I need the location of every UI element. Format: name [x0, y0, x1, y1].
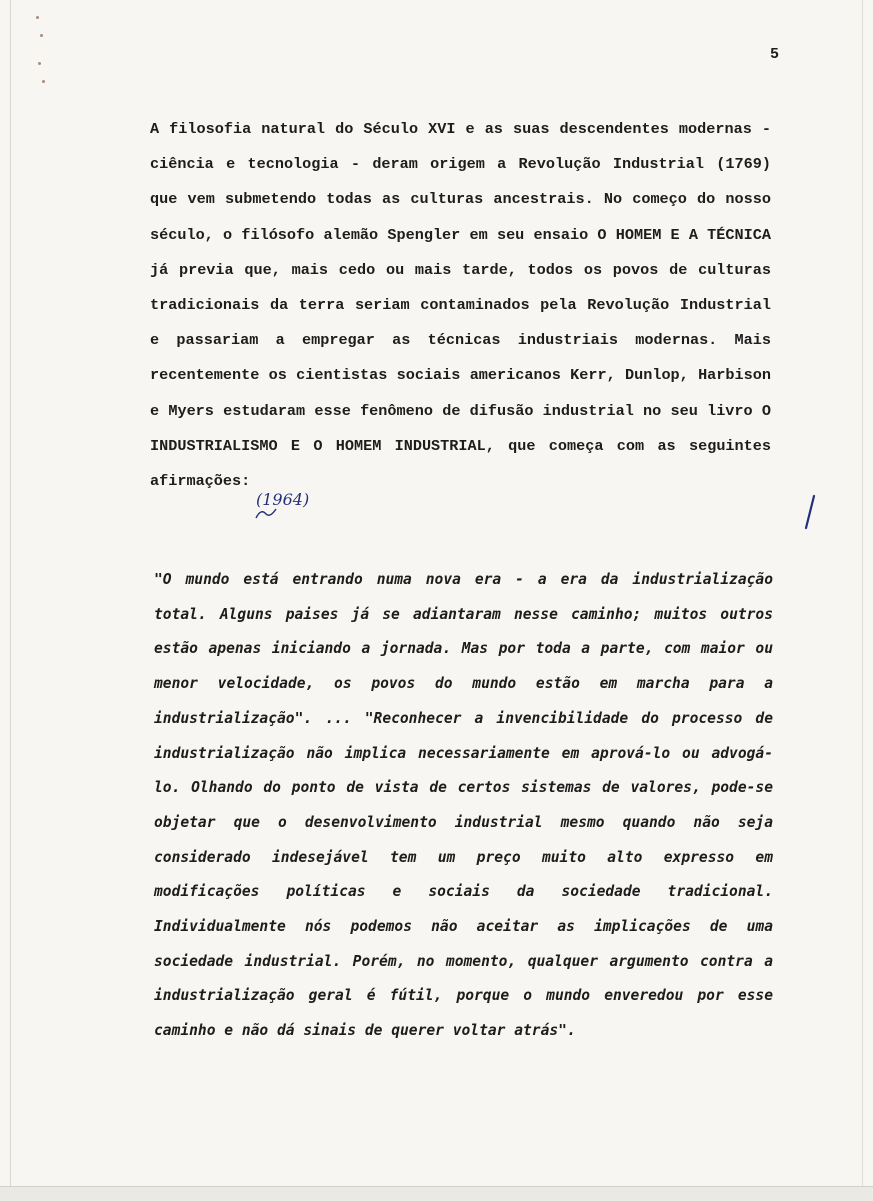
paper-speck — [42, 80, 45, 83]
paper-speck — [36, 16, 39, 19]
insertion-caret-mark — [255, 506, 277, 520]
paper-right-edge — [862, 0, 863, 1186]
paper-speck — [38, 62, 41, 65]
margin-pen-mark — [798, 494, 820, 530]
paper-bottom-edge — [0, 1186, 873, 1201]
page-number: 5 — [770, 46, 780, 63]
quote-paragraph: "O mundo está entrando numa nova era - a era da industrialização total. Alguns paises já se adiantaram nesse caminho; muitos outros estão apenas iniciando a jornada. Mas por toda a parte, com maior ou menor velocidade, os povos do mundo estão em marcha para a industrialização". ... "Reconhecer a invencibilidade do processo de industrialização não implica necessariamente em aprová-lo ou advogá-lo. Olhando do ponto de vista de certos sistemas de valores, pode-se objetar que o desenvolvimento industrial mesmo quando não seja considerado indesejável tem um preço muito alto expresso em modificações políticas e sociais da sociedade tradicional. Individualmente nós podemos não aceitar as implicações de uma sociedade industrial. Porém, no momento, qualquer argumento contra a industrialização geral é fútil, porque o mundo enveredou por esse caminho e não dá sinais de querer voltar atrás". — [154, 571, 773, 1040]
paper-left-edge — [10, 0, 11, 1200]
handwritten-annotation: (1964) — [256, 490, 310, 509]
body-paragraph: A filosofia natural do Século XVI e as suas descendentes modernas - ciência e tecnologia - deram origem a Revolução Industrial (1769) que vem submetendo todas as culturas ancestrais. No começo do nosso século, o filósofo alemão Spengler em seu ensaio O HOMEM E A TÉCNICA já previa que, mais cedo ou mais tarde, todos os povos de culturas tradicionais da terra seriam contaminados pela Revolução Industrial e passariam a empregar as técnicas industriais modernas. Mais recentemente os cientistas sociais americanos Kerr, Dunlop, Harbison e Myers estudaram esse fenômeno de difusão industrial no seu livro O INDUSTRIALISMO E O HOMEM INDUSTRIAL, que começa com as seguintes afirmações: — [150, 120, 771, 491]
paper-speck — [40, 34, 43, 37]
